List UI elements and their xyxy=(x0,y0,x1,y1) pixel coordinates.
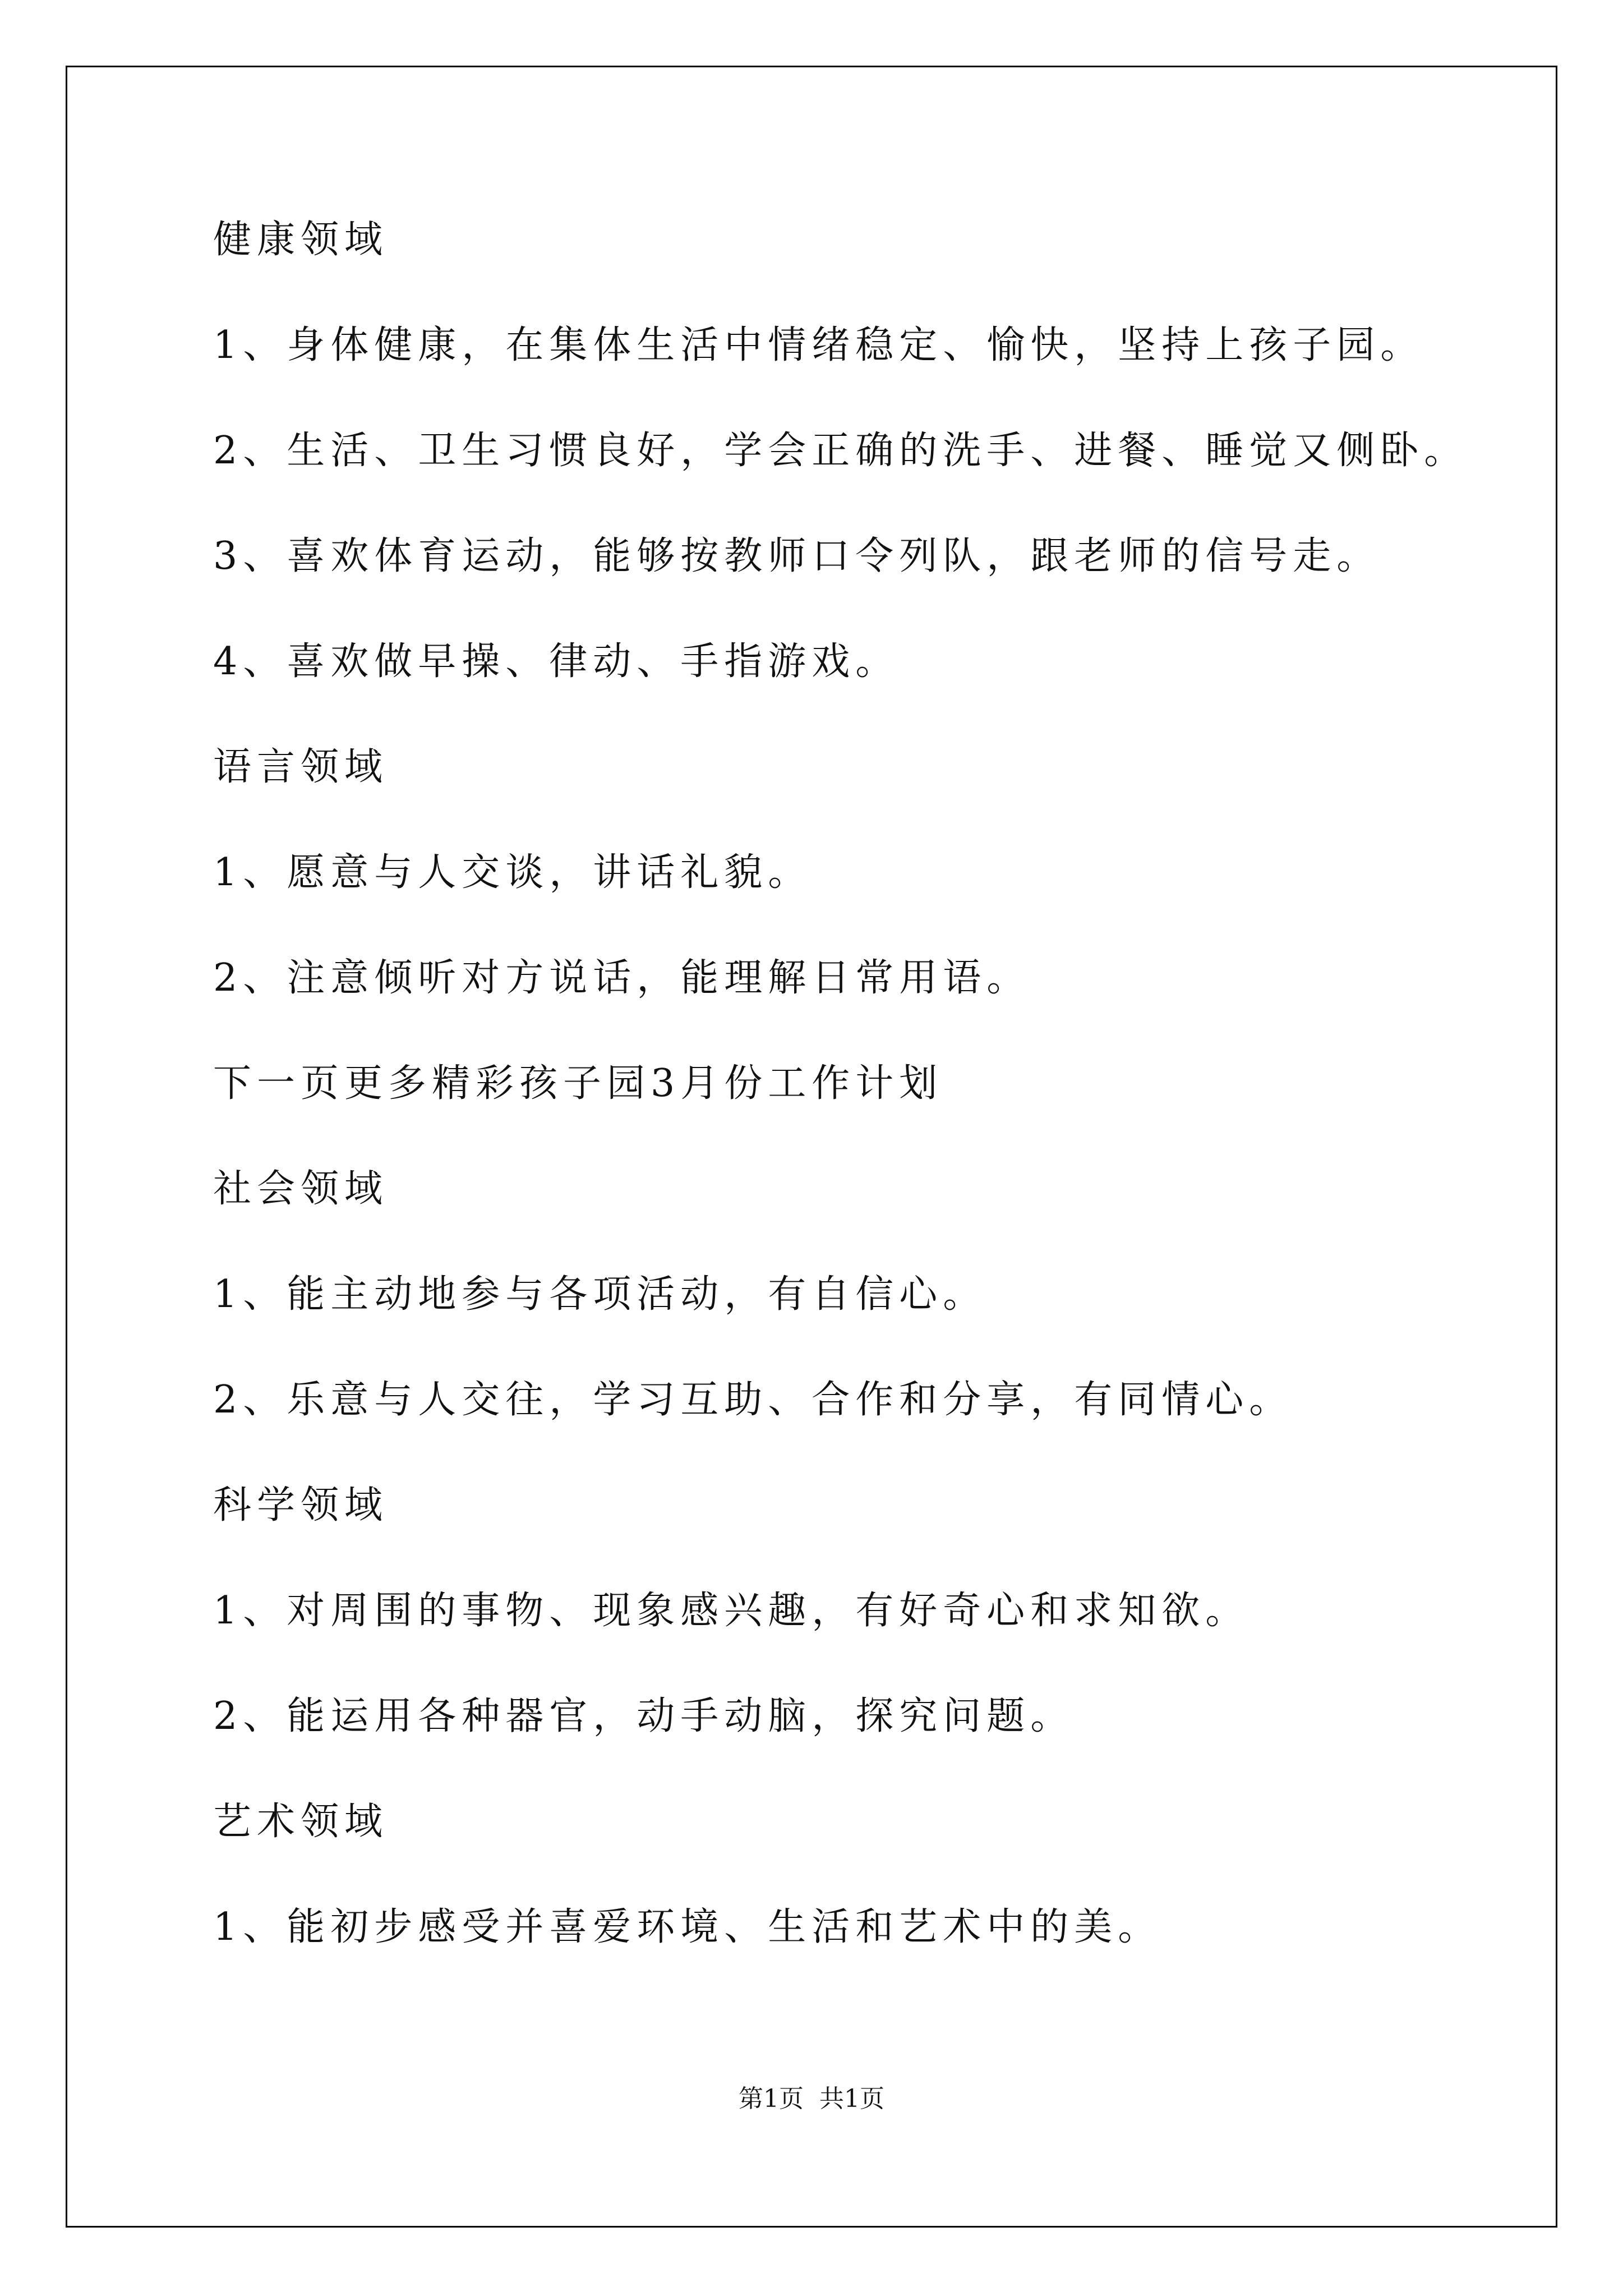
text-line: 1、身体健康，在集体生活中情绪稳定、愉快，坚持上孩子园。 xyxy=(213,323,1424,367)
section-heading-art: 艺术领域 xyxy=(213,1800,389,1844)
text-line: 1、能主动地参与各项活动，有自信心。 xyxy=(213,1272,987,1317)
text-line: 1、对周围的事物、现象感兴趣，有好奇心和求知欲。 xyxy=(213,1589,1249,1633)
text-line: 1、能初步感受并喜爱环境、生活和艺术中的美。 xyxy=(213,1905,1162,1949)
section-heading-social: 社会领域 xyxy=(213,1167,389,1211)
page-footer: 第1页 共1页 xyxy=(739,2085,884,2113)
text-line: 2、注意倾听对方说话，能理解日常用语。 xyxy=(213,956,1031,1000)
text-line: 2、生活、卫生习惯良好，学会正确的洗手、进餐、睡觉又侧卧。 xyxy=(213,429,1468,473)
text-line: 2、能运用各种器官，动手动脑，探究问题。 xyxy=(213,1694,1075,1738)
text-line: 3、喜欢体育运动，能够按教师口令列队，跟老师的信号走。 xyxy=(213,534,1381,578)
text-line: 2、乐意与人交往，学习互助、合作和分享，有同情心。 xyxy=(213,1378,1293,1422)
section-heading-language: 语言领域 xyxy=(213,745,389,789)
next-page-note: 下一页更多精彩孩子园3月份工作计划 xyxy=(213,1061,943,1106)
section-heading-health: 健康领域 xyxy=(213,218,389,262)
section-heading-science: 科学领域 xyxy=(213,1483,389,1527)
text-line: 1、愿意与人交谈，讲话礼貌。 xyxy=(213,850,812,895)
text-line: 4、喜欢做早操、律动、手指游戏。 xyxy=(213,639,900,684)
